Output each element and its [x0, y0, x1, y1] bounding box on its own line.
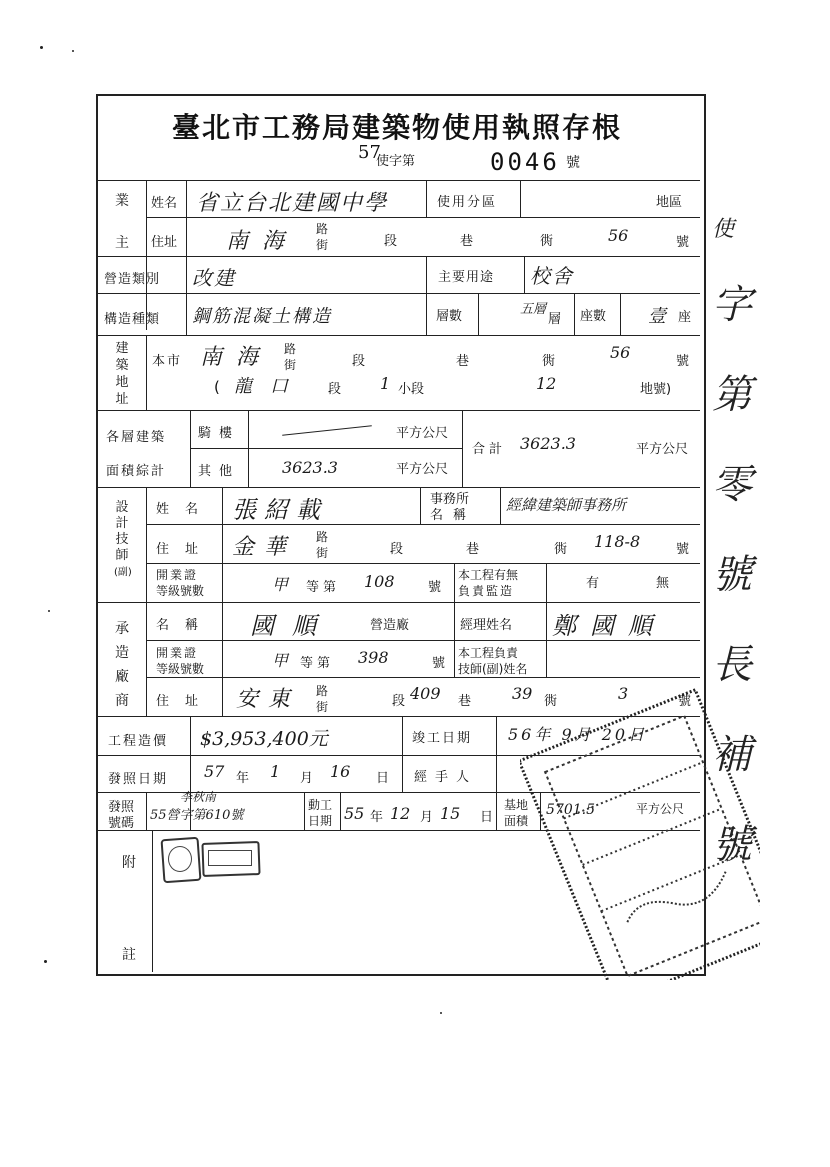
- rule: [496, 792, 497, 830]
- designer-label-char: 技: [115, 532, 129, 547]
- rule: [478, 293, 479, 335]
- document-title: 臺北市工務局建築物使用執照存根: [172, 111, 623, 144]
- issue-day-label: 日: [376, 771, 390, 786]
- site-street-label: 街: [284, 358, 297, 372]
- rule: [524, 256, 525, 293]
- scan-speck: [40, 46, 43, 49]
- contractor-label-1: 承: [115, 621, 129, 637]
- designer-label-char: 師: [115, 548, 129, 563]
- cost-label: 工程造價: [108, 734, 169, 749]
- rule: [98, 487, 700, 488]
- owner-name: 省立台北建國中學: [196, 191, 389, 216]
- site-segment-label: 段: [352, 354, 366, 369]
- contractor-license-suffix: 號: [432, 656, 446, 671]
- base-area-label-top: 基地: [504, 798, 529, 812]
- owner-lane-label: 巷: [460, 234, 474, 249]
- seal-stamp-inner: [168, 846, 192, 872]
- margin-char: 使: [712, 217, 735, 242]
- contractor-lane-label: 巷: [458, 694, 472, 709]
- owner-section-label-1: 業: [115, 193, 129, 209]
- site-section-label: [114, 340, 130, 408]
- rule: [98, 335, 700, 336]
- start-month-label: 月: [420, 810, 434, 825]
- other-label: 其他: [198, 464, 241, 479]
- site-label-char: 建: [115, 341, 129, 356]
- start-label-top: 動工: [308, 798, 333, 812]
- contractor-label-3: 廠: [115, 669, 129, 685]
- issue-year: 57: [204, 762, 225, 781]
- office-label-bottom: 名稱: [430, 508, 477, 523]
- engineer-label-bottom: 技師(副)姓名: [458, 662, 528, 676]
- contractor-road-label: 路: [316, 684, 329, 698]
- site-lot-no: 12: [536, 374, 557, 393]
- owner-alley-label: 衖: [540, 234, 554, 249]
- designer-label-char: 計: [115, 516, 129, 531]
- contractor-alley-label: 衖: [544, 694, 558, 709]
- designer-name-label: 姓名: [156, 502, 215, 517]
- scan-speck: [44, 960, 47, 963]
- notes-label-bottom: 註: [122, 947, 136, 963]
- arcade-label: 騎樓: [198, 426, 241, 441]
- designer-label-char: (副): [114, 567, 132, 578]
- base-area-label-bottom: 面積: [504, 814, 529, 828]
- owner-section-label-2: 主: [115, 235, 129, 251]
- supervise-label-top: 本工程有無: [458, 568, 519, 582]
- designer-license-label-bottom: 等級號數: [156, 584, 205, 598]
- site-no-label: 號: [676, 354, 690, 369]
- contractor-license-label-top: 開業證: [156, 646, 199, 660]
- contractor-license-grade: 甲: [272, 651, 289, 670]
- site-lot-subsegment: 1: [380, 374, 391, 393]
- base-area-value: 5701.5: [546, 802, 595, 818]
- area-label-top: 各層建築: [106, 430, 167, 445]
- permit-year: 57: [358, 142, 381, 163]
- contractor-license-no: 398: [358, 648, 389, 667]
- rule: [146, 563, 700, 564]
- scan-speck: [48, 610, 50, 612]
- supervise-yes: 有: [586, 576, 600, 591]
- permit-no-label-top: 發照: [108, 800, 135, 815]
- floors-value: 五層: [520, 302, 547, 317]
- contractor-street-label: 街: [316, 700, 329, 714]
- rule: [146, 524, 700, 525]
- rule: [98, 410, 700, 411]
- main-use-label: 主要用途: [438, 270, 495, 285]
- build-category-label: 營造類別: [104, 272, 161, 287]
- owner-address-road: 南海: [226, 229, 299, 254]
- structure-label: 構造種類: [104, 312, 161, 327]
- cost-value: $3,953,400元: [200, 728, 328, 750]
- designer-name: 張紹載: [232, 496, 328, 524]
- rule: [186, 256, 187, 335]
- owner-road-label: 路: [316, 222, 329, 236]
- permit-no-note: 李秋南: [180, 790, 217, 804]
- rule: [146, 792, 147, 830]
- count-unit: 座: [678, 310, 692, 325]
- main-use: 校舍: [530, 264, 574, 288]
- contractor-manager-name: 鄭國順: [552, 612, 666, 640]
- completion-value: 56年 9月 20日: [508, 725, 648, 744]
- rule: [186, 180, 187, 256]
- rule: [146, 335, 147, 410]
- contractor-license-mid: 等第: [300, 656, 335, 671]
- rule: [454, 563, 455, 677]
- rule: [462, 410, 463, 487]
- structure: 鋼筋混凝土構造: [192, 306, 332, 327]
- site-lot-subsegment-label: 小段: [398, 382, 425, 397]
- start-year: 55: [344, 804, 365, 823]
- designer-address-no: 118-8: [594, 532, 641, 551]
- contractor-license-label-bottom: 等級號數: [156, 662, 205, 676]
- supervise-no: 無: [656, 576, 670, 591]
- engineer-label-top: 本工程負責: [458, 646, 519, 660]
- floors-unit: 層: [548, 312, 562, 327]
- margin-char: 零: [712, 462, 752, 508]
- site-lot-segment-label: 段: [328, 382, 342, 397]
- rule: [248, 410, 249, 487]
- margin-char: 長: [712, 642, 752, 688]
- owner-address-no: 56: [608, 226, 629, 245]
- contractor-alley-no: 39: [512, 684, 533, 703]
- rule: [190, 448, 462, 449]
- rule: [402, 716, 403, 792]
- floors-label: 層數: [436, 309, 463, 324]
- total-unit: 平方公尺: [636, 442, 689, 457]
- contractor-no-label: 號: [678, 694, 692, 709]
- scan-speck: [440, 1012, 442, 1014]
- contractor-lane-no: 409: [410, 684, 441, 703]
- designer-license-grade: 甲: [272, 575, 289, 594]
- rule: [574, 293, 575, 335]
- margin-char: 號: [712, 822, 752, 868]
- rule: [98, 180, 700, 181]
- rule: [98, 293, 700, 294]
- rule: [98, 256, 700, 257]
- zone-unit: 地區: [656, 195, 683, 210]
- site-road: 南海: [200, 345, 273, 370]
- margin-char: 號: [712, 552, 752, 598]
- rule: [496, 716, 497, 792]
- margin-char: 字: [712, 282, 752, 328]
- scan-speck: [72, 50, 74, 52]
- contractor-label-4: 商: [115, 693, 129, 709]
- site-lot-no-label: 地號): [640, 382, 672, 397]
- count-value: 壹: [648, 306, 666, 327]
- start-month: 12: [390, 804, 411, 823]
- total-value: 3623.3: [520, 434, 576, 453]
- owner-no-label: 號: [676, 235, 690, 250]
- area-label-bottom: 面積綜計: [106, 464, 167, 479]
- designer-alley-label: 衖: [554, 542, 568, 557]
- rule: [520, 180, 521, 217]
- rule: [190, 410, 191, 487]
- rule: [340, 792, 341, 830]
- issue-month-label: 月: [300, 771, 314, 786]
- other-unit: 平方公尺: [396, 462, 449, 477]
- issue-day: 16: [330, 762, 351, 781]
- notes-label-top: 附: [122, 855, 136, 871]
- contractor-address-label: 住址: [156, 694, 215, 709]
- permit-prefix: 使字第: [376, 154, 416, 169]
- supervise-label-bottom: 負責監造: [458, 584, 515, 598]
- site-label-char: 地: [115, 375, 129, 390]
- designer-lane-label: 巷: [466, 542, 480, 557]
- rule: [620, 293, 621, 335]
- rule: [426, 180, 427, 217]
- permit-number: 0046: [490, 148, 560, 176]
- owner-name-label: 姓名: [151, 196, 178, 211]
- site-alley-label: 衖: [542, 354, 556, 369]
- designer-no-label: 號: [676, 542, 690, 557]
- margin-char: 補: [712, 732, 752, 778]
- seal-stamp-inner: [208, 850, 252, 866]
- rule: [152, 830, 153, 972]
- site-label-char: 址: [115, 392, 129, 407]
- count-label: 座數: [580, 309, 607, 324]
- office-label-top: 事務所: [430, 492, 470, 507]
- site-city-label: 本市: [152, 354, 183, 369]
- rule: [146, 217, 700, 218]
- issue-month: 1: [270, 762, 281, 781]
- designer-segment-label: 段: [390, 542, 404, 557]
- start-day-label: 日: [480, 810, 494, 825]
- contractor-address-no: 3: [618, 684, 629, 703]
- designer-road-label: 路: [316, 530, 329, 544]
- designer-license-no: 108: [364, 572, 395, 591]
- site-lot-district: 龍口: [234, 376, 306, 397]
- contractor-name: 國順: [250, 612, 334, 640]
- designer-address-label: 住址: [156, 542, 215, 557]
- start-day: 15: [440, 804, 461, 823]
- contractor-name-label: 名稱: [156, 618, 215, 633]
- issue-year-label: 年: [236, 771, 250, 786]
- margin-handwriting: [712, 200, 752, 890]
- other-value: 3623.3: [282, 458, 338, 477]
- permit-suffix: 號: [566, 155, 580, 171]
- contractor-address-road: 安東: [236, 687, 301, 712]
- contractor-manager-label: 經理姓名: [460, 618, 513, 633]
- rule: [500, 487, 501, 524]
- start-label-bottom: 日期: [308, 814, 333, 828]
- completion-label: 竣工日期: [412, 731, 473, 746]
- designer-license-mid: 等第: [306, 580, 341, 595]
- owner-segment-label: 段: [384, 234, 398, 249]
- rule: [304, 792, 305, 830]
- contractor-factory-label: 營造廠: [370, 618, 410, 633]
- site-label-char: 築: [115, 358, 129, 373]
- zone-label: 使用分區: [437, 195, 498, 210]
- site-open-paren: (: [214, 378, 220, 396]
- permit-no-value: 55營字第610號: [150, 808, 244, 823]
- rule: [420, 487, 421, 524]
- designer-street-label: 街: [316, 546, 329, 560]
- designer-license-suffix: 號: [428, 580, 442, 595]
- rule: [222, 487, 223, 716]
- build-category: 改建: [192, 266, 236, 290]
- designer-address-road: 金華: [232, 535, 297, 560]
- designer-section-label: [114, 500, 130, 581]
- office-name: 經緯建築師事務所: [506, 496, 627, 514]
- start-year-label: 年: [370, 810, 384, 825]
- permit-no-label-bottom: 號碼: [108, 816, 135, 831]
- contractor-label-2: 造: [115, 645, 129, 661]
- designer-label-char: 設: [115, 500, 129, 515]
- rule: [146, 487, 147, 716]
- handler-label: 經手人: [414, 770, 478, 785]
- issue-label: 發照日期: [108, 772, 169, 787]
- designer-license-label-top: 開業證: [156, 568, 199, 582]
- total-label: 合計: [472, 442, 507, 457]
- arcade-unit: 平方公尺: [396, 426, 449, 441]
- site-road-label: 路: [284, 342, 297, 356]
- rule: [98, 602, 700, 603]
- margin-char: 第: [712, 372, 752, 418]
- rule: [426, 256, 427, 335]
- contractor-segment-label: 段: [392, 694, 406, 709]
- owner-street-label: 街: [316, 238, 329, 252]
- site-no: 56: [610, 343, 631, 362]
- base-area-unit: 平方公尺: [636, 802, 685, 816]
- owner-address-label: 住址: [151, 235, 178, 250]
- site-lane-label: 巷: [456, 354, 470, 369]
